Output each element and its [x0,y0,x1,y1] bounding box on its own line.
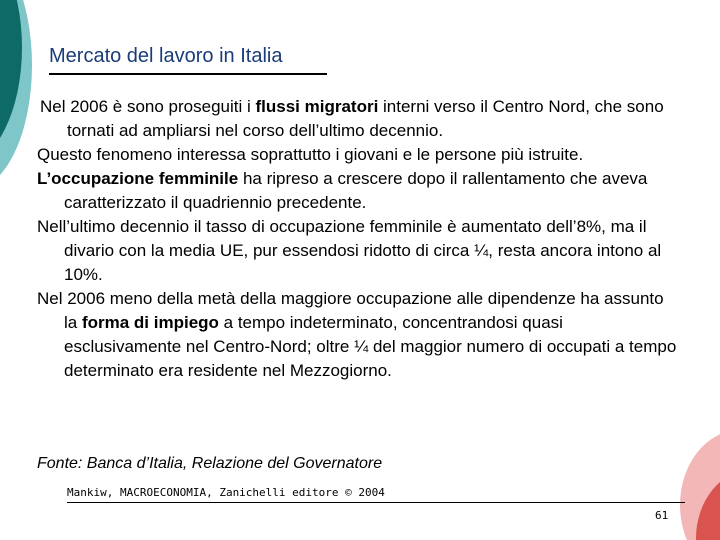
title-underline [49,73,327,75]
decorative-right-arc [680,430,720,540]
paragraph-youth [37,143,677,167]
source-note: Fonte: Banca d’Italia, Relazione del Governatore [37,455,383,472]
paragraph-text: Nel 2006 meno della metà della maggiore occupazione alle dipendenze ha assunto la [37,289,664,332]
paragraph-text: interni verso il Centro Nord, che sono tornati ad ampliarsi nel corso dell’ultimo decennio. [67,97,664,140]
page-number: 61 [655,509,669,522]
paragraph-contract-type [37,287,677,383]
paragraph-emphasis: flussi migratori [255,97,379,116]
paragraph-female-rate [37,215,677,287]
paragraph-text: a tempo indeterminato, concentrandosi quasi esclusivamente nel Centro-Nord; oltre ¼ del maggior numero di occupati a tempo determinato era residente nel Mezzogiorno. [64,313,677,380]
paragraph-emphasis: forma di impiego [81,313,219,332]
paragraph-migration [37,95,677,143]
paragraph-text: Nell’ultimo decennio il tasso di occupazione femminile è aumentato dell’8%, ma il divario con la media UE, pur essendosi ridotto di circa ¼, resta ancora intono al 10%. [37,217,662,284]
paragraph-text: Questo fenomeno interessa soprattutto i giovani e le persone più istruite. [37,145,584,164]
paragraph-text: ha ripreso a crescere dopo il rallentamento che aveva caratterizzato il quadriennio precedente. [64,169,648,212]
footer-credit: Mankiw, MACROECONOMIA, Zanichelli editore © 2004 [67,486,385,499]
footer-divider [67,502,685,503]
decorative-left-arc [0,0,40,210]
paragraph-emphasis: L’occupazione femminile [37,169,239,188]
slide-body [37,95,677,383]
paragraph-female-employment [37,167,677,215]
paragraph-text: Nel 2006 è sono proseguiti i [40,97,256,116]
slide-title: Mercato del lavoro in Italia [49,45,283,67]
